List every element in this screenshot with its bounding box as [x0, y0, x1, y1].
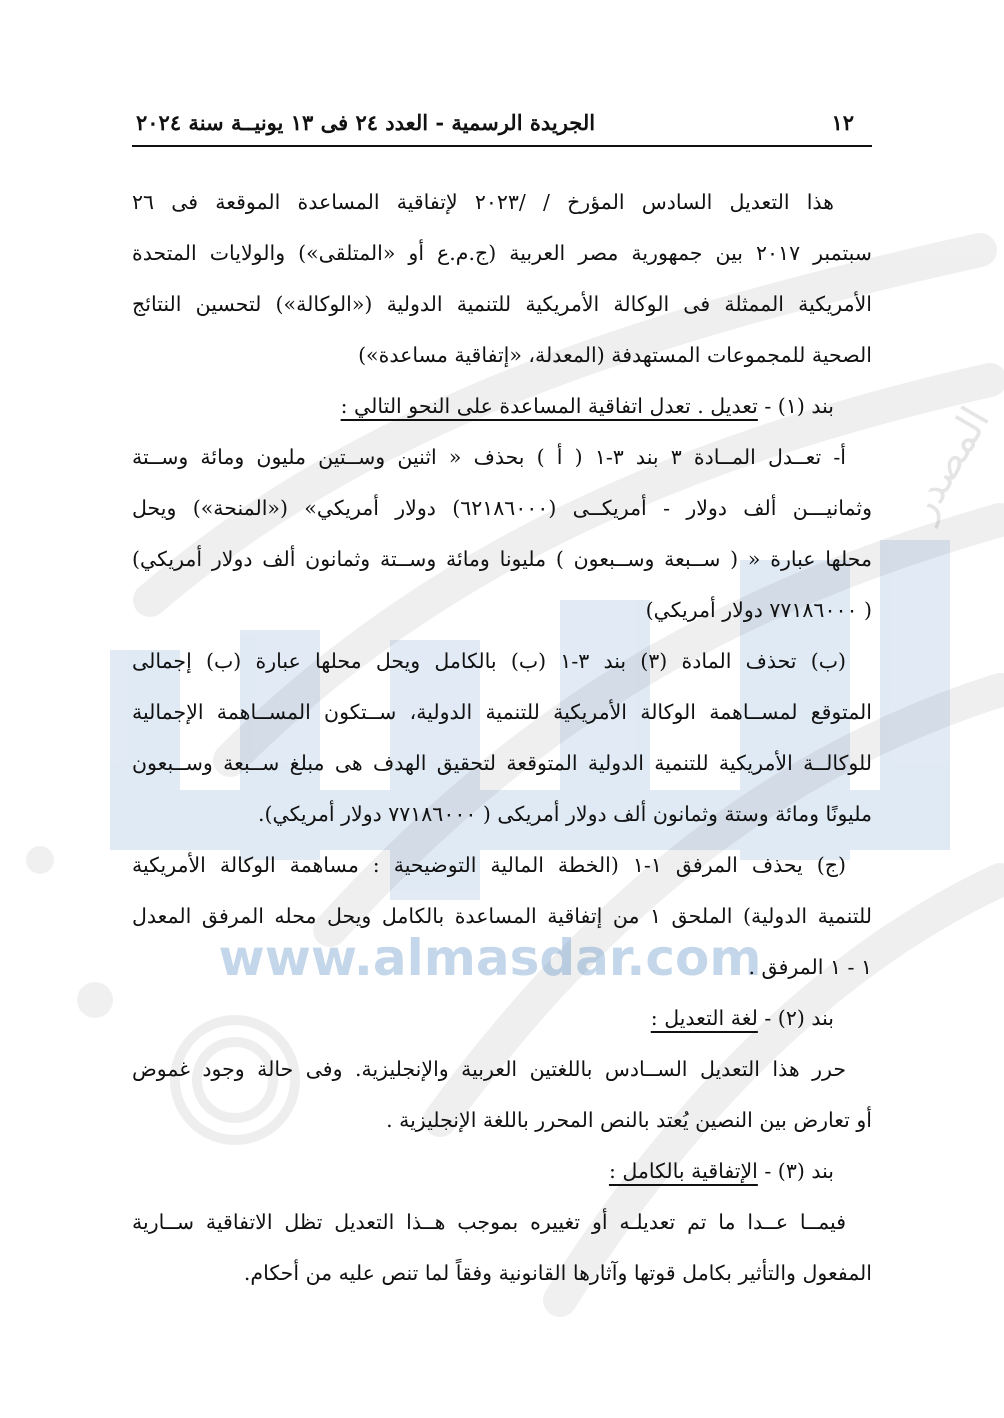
page-header — [132, 110, 872, 147]
clause-1-heading — [132, 381, 872, 432]
para-c-line-3: ١ - ١ المرفق . — [748, 955, 872, 979]
para-b-line-3: للوكالــة الأمريكية للتنمية الدولية المتوقعة لتحقيق الهدف هى مبلغ ســبعة وســبعون — [132, 751, 872, 775]
para-full-line-1: فيمــا عــدا ما تم تعديلـه أو تغييره بموجب هــذا التعديل تظل الاتفاقية ســارية — [132, 1210, 846, 1234]
clause-2-title: لغة التعديل : — [650, 1006, 758, 1030]
intro-line-2: سبتمبر ٢٠١٧ بين جمهورية مصر العربية (ج.م.ع أو «المتلقى») والولايات المتحدة — [132, 241, 872, 265]
document-page — [132, 110, 872, 1299]
clause-2-heading — [132, 993, 872, 1044]
para-a-line-3: محلها عبارة « ( ســبعة وســبعون ) مليونا ومائة وســتة وثمانون ألف دولار أمريكي) — [132, 547, 872, 571]
para-c-line-1: (ج) يحذف المرفق ١-١ (الخطة المالية التوضيحية : مساهمة الوكالة الأمريكية — [132, 853, 846, 877]
para-lang-line-2: أو تعارض بين النصين يُعتد بالنص المحرر باللغة الإنجليزية . — [386, 1108, 872, 1132]
watermark-dots-icon — [26, 846, 113, 1018]
para-a-line-4: ( ٧٧١٨٦٠٠٠ دولار أمريكي) — [645, 598, 872, 622]
clause-3-title: الإتفاقية بالكامل : — [608, 1159, 758, 1183]
document-body — [132, 177, 872, 1299]
para-c-line-2: للتنمية الدولية) الملحق ١ من إتفاقية المساعدة بالكامل ويحل محله المرفق المعدل — [132, 904, 872, 928]
clause-1-prefix: بند (١) - — [757, 394, 834, 418]
intro-line-4: الصحية للمجموعات المستهدفة (المعدلة، «إتفاقية مساعدة») — [358, 343, 872, 367]
para-b-line-1: (ب) تحذف المادة (٣) بند ٣-١ (ب) بالكامل ويحل محلها عبارة (ب) إجمالى — [132, 649, 846, 673]
gazette-title: الجريدة الرسمية - العدد ٢٤ فى ١٣ يونيــة سنة ٢٠٢٤ — [136, 110, 596, 135]
clause-3-heading — [132, 1146, 872, 1197]
intro-line-3: الأمريكية الممثلة فى الوكالة الأمريكية للتنمية الدولية («الوكالة») لتحسين النتائج — [132, 292, 872, 316]
page-number: ١٢ — [831, 110, 854, 135]
watermark-url: www.almasdar.com — [218, 929, 762, 987]
intro-line-1: هذا التعديل السادس المؤرخ / /٢٠٢٣ لإتفاقية المساعدة الموقعة فى ٢٦ — [132, 190, 834, 214]
para-full-line-2: المفعول والتأثير بكامل قوتها وآثارها القانونية وفقاً لما تنص عليه من أحكام. — [243, 1261, 872, 1285]
clause-1-title: تعديل . تعدل اتفاقية المساعدة على النحو التالي : — [340, 394, 758, 418]
watermark-logo-text: المصدر — [898, 399, 1000, 528]
para-lang-line-1: حرر هذا التعديل الســادس باللغتين العربية والإنجليزية. وفى حالة وجود غموض — [132, 1057, 846, 1081]
para-a-line-2: وثمانيـــن ألف دولار - أمريكــى (٦٢١٨٦٠٠٠) دولار أمريكي» («المنحة») ويحل — [132, 496, 872, 520]
clause-2-prefix: بند (٢) - — [757, 1006, 834, 1030]
para-b-line-4: مليونًا ومائة وستة وثمانون ألف دولار أمريكى ( ٧٧١٨٦٠٠٠ دولار أمريكي). — [257, 802, 872, 826]
clause-3-prefix: بند (٣) - — [757, 1159, 834, 1183]
para-b-line-2: المتوقع لمســاهمة الوكالة الأمريكية للتنمية الدولية، ســتكون المســاهمة الإجمالية — [132, 700, 872, 724]
para-a-line-1: أ- تعــدل المــادة ٣ بند ٣-١ ( أ ) بحذف « اثنين وســتين مليون ومائة وســتة — [132, 445, 847, 469]
